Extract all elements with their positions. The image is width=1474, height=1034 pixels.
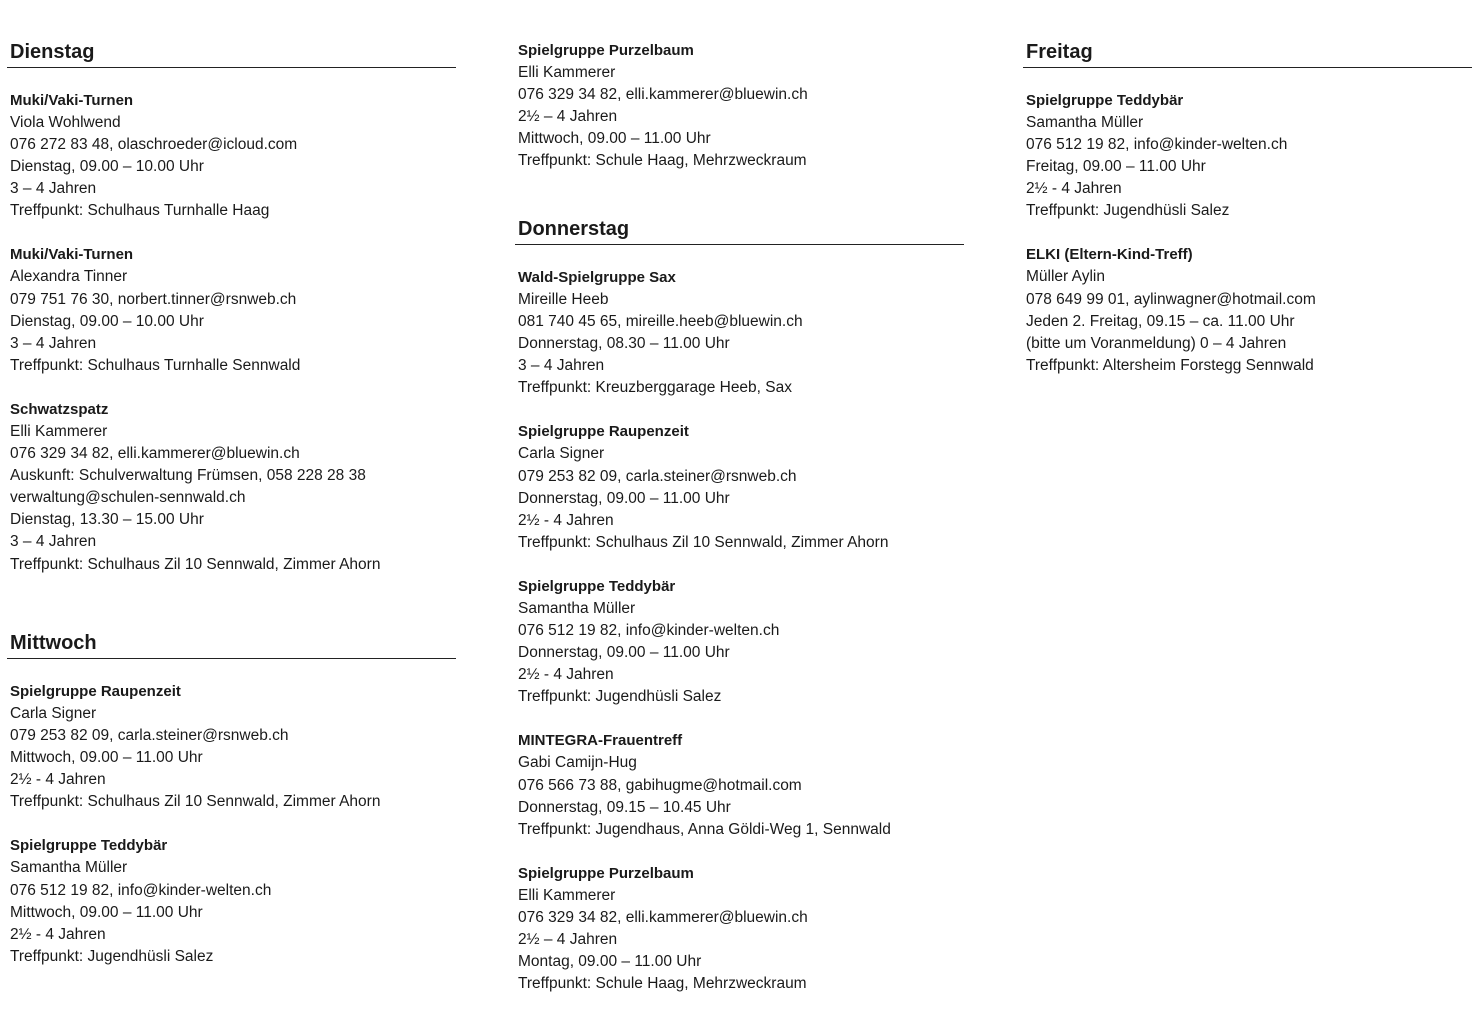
entry-title: Spielgruppe Teddybär (10, 837, 168, 855)
entry-line: Jeden 2. Freitag, 09.15 – ca. 11.00 Uhr (1026, 312, 1295, 330)
entry-line: Dienstag, 09.00 – 10.00 Uhr (10, 158, 204, 176)
entry-line: Mittwoch, 09.00 – 11.00 Uhr (10, 903, 203, 921)
entry (515, 40, 964, 172)
entry-line: 076 272 83 48, olaschroeder@icloud.com (10, 136, 298, 154)
entry-line: 076 329 34 82, elli.kammerer@bluewin.ch (518, 908, 808, 926)
entry-line: 3 – 4 Jahren (10, 533, 97, 551)
entry-title: Spielgruppe Teddybär (1026, 92, 1184, 109)
entry-line: Treffpunkt: Schulhaus Zil 10 Sennwald, Zimmer Ahorn (10, 555, 381, 573)
entry-line: Donnerstag, 09.00 – 11.00 Uhr (518, 644, 730, 662)
entry-line: 2½ - 4 Jahren (518, 666, 614, 684)
entry-line: Mittwoch, 09.00 – 11.00 Uhr (10, 749, 203, 767)
entry (7, 681, 456, 813)
entry-line: Auskunft: Schulverwaltung Frümsen, 058 228 28 38 (10, 467, 366, 485)
entry-line: 2½ - 4 Jahren (518, 511, 614, 529)
entry-line: Samantha Müller (10, 859, 128, 877)
entry-line: Treffpunkt: Schulhaus Zil 10 Sennwald, Zimmer Ahorn (518, 533, 889, 551)
entry (7, 90, 456, 222)
entry-line: 2½ - 4 Jahren (1026, 180, 1122, 198)
section-dienstag (7, 41, 456, 576)
entry-title: Muki/Vaki-Turnen (10, 92, 134, 109)
entry-line: Freitag, 09.00 – 11.00 Uhr (1026, 158, 1206, 176)
entries-freitag (1023, 68, 1472, 377)
entry-title: Spielgruppe Raupenzeit (518, 423, 689, 441)
entry (1023, 90, 1472, 222)
section-mittwoch (7, 632, 456, 968)
entry-line: Treffpunkt: Schulhaus Turnhalle Haag (10, 202, 270, 220)
entry-line: Samantha Müller (1026, 114, 1144, 131)
entry (1023, 244, 1472, 376)
day-heading-donnerstag: Donnerstag (515, 218, 964, 245)
entry-line: Gabi Camijn-Hug (518, 754, 637, 772)
entry-line: Treffpunkt: Jugendhaus, Anna Göldi-Weg 1, Sennwald (518, 820, 891, 838)
entry (7, 835, 456, 967)
entries-mittwoch-continued (515, 40, 964, 172)
section-donnerstag (515, 218, 964, 995)
entries-donnerstag (515, 245, 964, 995)
day-heading-dienstag: Dienstag (7, 41, 456, 68)
entry-line: 079 751 76 30, norbert.tinner@rsnweb.ch (10, 290, 297, 308)
entry-line: 2½ - 4 Jahren (10, 925, 106, 943)
entry-line: 3 – 4 Jahren (10, 180, 97, 198)
entry-title: Spielgruppe Teddybär (518, 577, 676, 595)
entry-line: Treffpunkt: Schule Haag, Mehrzweckraum (518, 152, 807, 170)
entry-line: 076 329 34 82, elli.kammerer@bluewin.ch (10, 445, 300, 463)
entry-line: Mittwoch, 09.00 – 11.00 Uhr (518, 130, 711, 148)
section-freitag (1023, 41, 1472, 377)
day-heading-mittwoch: Mittwoch (7, 632, 456, 659)
entry-line: Alexandra Tinner (10, 268, 128, 286)
entry-line: Samantha Müller (518, 599, 636, 617)
entry-title: Schwatzspatz (10, 400, 109, 418)
entry-line: Müller Aylin (1026, 268, 1105, 286)
entry-line: 2½ – 4 Jahren (518, 108, 618, 126)
entry-line: 2½ – 4 Jahren (518, 930, 618, 948)
entry-title: Muki/Vaki-Turnen (10, 246, 134, 264)
entry-line: Treffpunkt: Jugendhüsli Salez (518, 688, 722, 706)
entry (515, 267, 964, 399)
entry-line: Elli Kammerer (518, 64, 616, 81)
entry-line: 076 512 19 82, info@kinder-welten.ch (10, 881, 272, 899)
entry-title: Spielgruppe Purzelbaum (518, 42, 694, 59)
entry-line: Treffpunkt: Kreuzberggarage Heeb, Sax (518, 379, 792, 397)
entry-line: Dienstag, 13.30 – 15.00 Uhr (10, 511, 204, 529)
entry-line: 3 – 4 Jahren (518, 357, 605, 375)
entry-line: 2½ - 4 Jahren (10, 771, 106, 789)
entry-line: Elli Kammerer (10, 422, 108, 440)
entry-line: Elli Kammerer (518, 886, 616, 904)
entry-line: Montag, 09.00 – 11.00 Uhr (518, 953, 702, 971)
entry-line: 078 649 99 01, aylinwagner@hotmail.com (1026, 290, 1316, 308)
entry (7, 244, 456, 376)
entry-line: 076 566 73 88, gabihugme@hotmail.com (518, 776, 802, 794)
entry-line: Treffpunkt: Schulhaus Turnhalle Sennwald (10, 356, 301, 374)
entry (7, 399, 456, 576)
entry-title: MINTEGRA-Frauentreff (518, 732, 683, 750)
entry-line: Treffpunkt: Schule Haag, Mehrzweckraum (518, 975, 807, 993)
entry-line: Treffpunkt: Jugendhüsli Salez (1026, 202, 1230, 220)
entry-line: Carla Signer (10, 705, 97, 722)
entry-line: Mireille Heeb (518, 291, 609, 308)
entry-line: Donnerstag, 08.30 – 11.00 Uhr (518, 335, 730, 353)
entry-title: Wald-Spielgruppe Sax (518, 269, 676, 286)
entry-line: Donnerstag, 09.15 – 10.45 Uhr (518, 798, 731, 816)
entry-line: Treffpunkt: Jugendhüsli Salez (10, 947, 214, 965)
entry-line: 076 512 19 82, info@kinder-welten.ch (1026, 136, 1288, 154)
entry-title: Spielgruppe Purzelbaum (518, 864, 694, 882)
entry (515, 863, 964, 995)
entry-line: 079 253 82 09, carla.steiner@rsnweb.ch (518, 467, 797, 485)
entry-line: 079 253 82 09, carla.steiner@rsnweb.ch (10, 727, 289, 745)
entry-line: 3 – 4 Jahren (10, 334, 97, 352)
entry (515, 730, 964, 840)
entry-line: 076 512 19 82, info@kinder-welten.ch (518, 622, 780, 640)
entry-title: Spielgruppe Raupenzeit (10, 683, 181, 700)
entry-title: ELKI (Eltern-Kind-Treff) (1026, 246, 1193, 264)
entries-dienstag (7, 68, 456, 576)
entry-line: 076 329 34 82, elli.kammerer@bluewin.ch (518, 86, 808, 104)
entry-line: 081 740 45 65, mireille.heeb@bluewin.ch (518, 313, 803, 331)
entry-line: (bitte um Voranmeldung) 0 – 4 Jahren (1026, 334, 1287, 352)
entry-line: Carla Signer (518, 445, 605, 463)
entry-line: Treffpunkt: Altersheim Forstegg Sennwald (1026, 356, 1314, 374)
day-heading-freitag: Freitag (1023, 41, 1472, 68)
entry-line: verwaltung@schulen-sennwald.ch (10, 489, 246, 507)
entry (515, 421, 964, 553)
entry-line: Viola Wohlwend (10, 114, 121, 131)
entry-line: Treffpunkt: Schulhaus Zil 10 Sennwald, Zimmer Ahorn (10, 793, 381, 811)
entry (515, 576, 964, 708)
entry-line: Donnerstag, 09.00 – 11.00 Uhr (518, 489, 730, 507)
entry-line: Dienstag, 09.00 – 10.00 Uhr (10, 312, 204, 330)
entries-mittwoch (7, 659, 456, 968)
